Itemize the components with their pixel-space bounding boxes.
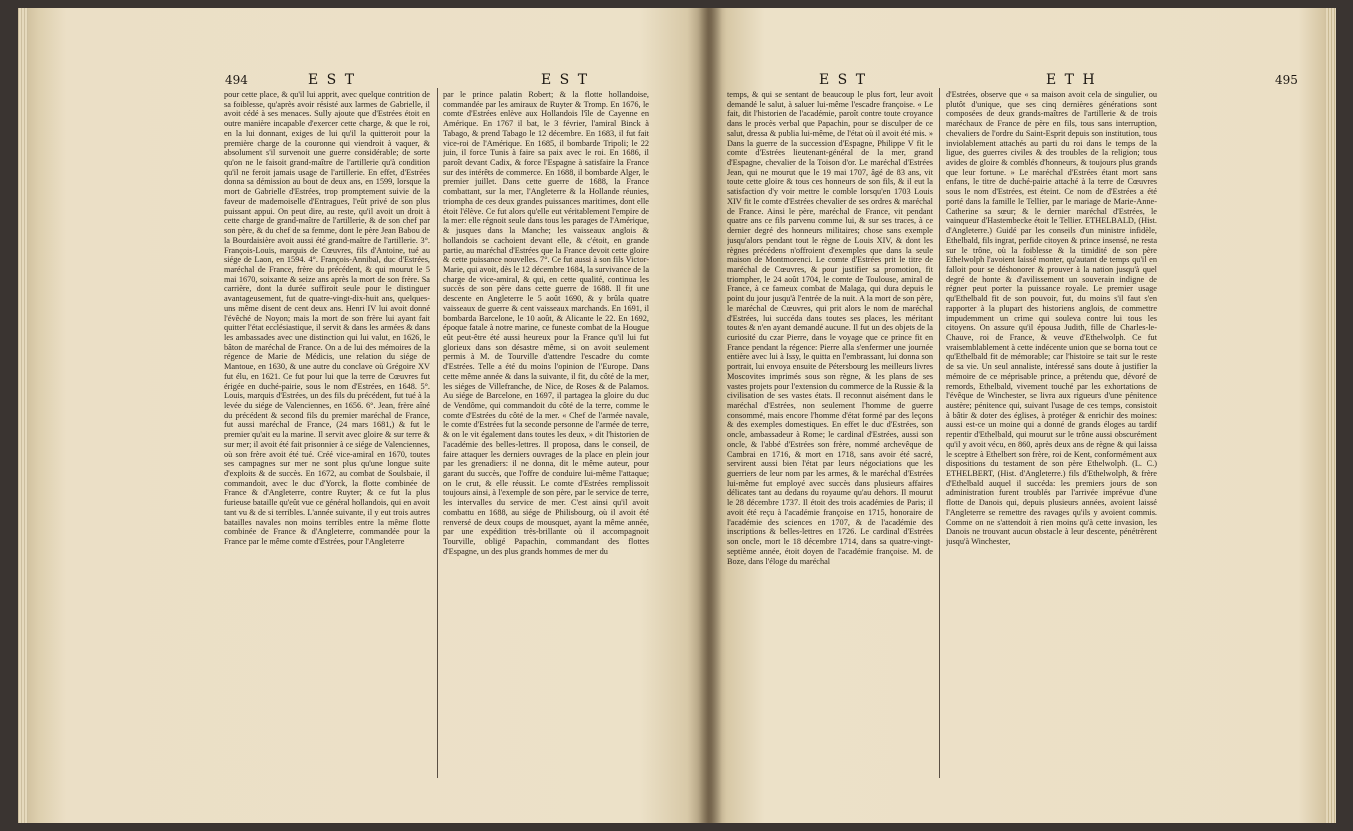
right-running-head-1: E S T [819,72,868,88]
right-page-number: 495 [1275,73,1298,87]
text-column-4: d'Estrées, observe que « sa maison avoit cela de singulier, ou plutôt d'unique, que ses cinq dernières générations sont composées de deux grands-maîtres de l'artillerie & de trois maréchaux de France de père en fils, tous sans interruption, chevaliers de l'ordre du Saint-Esprit depuis son institution, tous inviolablement attachés au parti du roi dans le temps de la ligue, des guerres civiles & des troubles de la religion; tous avides de gloire & comblés d'honneurs, & toujours plus grands que leur fortune. » Le maréchal d'Estrées étant mort sans enfans, le titre de duché-pairie attaché à la terre de Cœuvres sous le nom d'Estrées, est éteint. Ce nom de d'Estrées a été porté dans la famille le Tellier, par le mariage de Marie-Anne-Catherine sa sœur; & le dernier maréchal d'Estrées, le vainqueur d'Hastembecke étoit le Tellier. ETHELBALD, (Hist. d'Angleterre.) Guidé par les conseils d'un ministre infidèle, Ethelbald, fils ingrat, perfide citoyen & prince insensé, ne resta sur le trône, où la foiblesse & la timidité de son père Ethelwolph l'avoient laissé monter, qu'autant de temps qu'il en falloit pour se déshonorer & prouver à la nation jusqu'à quel degré de honte & d'avilissement un souverain indigne de régner peut porter la puissance royale. Le premier usage qu'Ethelbald fit de son pouvoir, fut, du moins s'il faut s'en rapporter à la plupart des historiens anglois, de commettre impudemment un crime qui souleva contre lui tous les citoyens. On assure qu'il épousa Judith, fille de Charles-le-Chauve, roi de France, & veuve d'Ethelwolph. Ce fut vraisemblablement à cette indécente union que se borna tout ce qu'Ethelbald fit de mémorable; car l'histoire se tait sur le reste de sa vie. Un seul annaliste, intéressé sans doute à justifier la mémoire de ce méprisable prince, a prétendu que, dévoré de remords, Ethelbald, vivement touché par les exhortations de l'évêque de Winchester, se livra aux rigueurs d'une pénitence austère; pénitence qui, suivant l'usage de ces temps, consistoit à bâtir & doter des églises, à protéger & enrichir des moines: aussi est-ce un moine qui a donné de grands éloges au tardif repentir d'Ethelbald, qui mourut sur le trône aussi obscurément qu'il y avoit vécu, en 860, après deux ans de règne & qui laissa le sceptre à Ethelbert son frère, roi de Kent, conformément aux dispositions du testament de son père Ethelwolph. (L. C.) ETHELBERT, (Hist. d'Angleterre.) fils d'Ethelwolph, & frère d'Ethelbald auquel il succéda: les premiers jours de son administration furent troublés par l'arrivée imprévue d'une flotte de Danois qui, depuis plusieurs années, avoient laissé l'Angleterre se remettre des ravages qu'ils y avoient commis. Comme on ne s'attendoit à rien moins qu'à cette invasion, les Danois ne trouvant aucun obstacle à leur descente, pénétrèrent jusqu'à Winchester, [946,90,1157,547]
column-rule-right [939,88,940,778]
column-rule-left [437,88,438,778]
right-running-head-2: E T H [1046,72,1097,88]
page-edges-left [18,8,28,823]
right-page [708,8,1336,823]
left-running-head-2: E S T [541,72,590,88]
open-book [18,8,1336,823]
text-column-2: par le prince palatin Robert; & la flotte hollandoise, commandée par les amiraux de Ruyter & Tromp. En 1676, le comte d'Estrées enlève aux Hollandois l'île de Cayenne en Amérique. En 1767 il bat, le 3 février, l'amiral Binck à Tabago, & prend Tabago le 12 décembre. En 1683, il fut fait vice-roi de l'Amérique. En 1685, il bombarde Tripoli; le 22 juin, il force Tunis à faire sa paix avec le roi. En 1686, il paroît devant Cadix, & force l'Espagne à satisfaire la France sur des intérêts de commerce. En 1688, il bombarde Alger, le premier juillet. Dans cette guerre de 1688, la France combattant, sur la mer, l'Angleterre & la Hollande réunies, triompha de ces deux grandes puissances maritimes, dont elle étoit l'élève. Ce fut alors qu'elle eut véritablement l'empire de la mer: elle régnoit seule dans tous les parages de l'Amérique, & jusques dans la Manche; les vaisseaux anglois & hollandois se cachoient devant elle, & c'étoit, en grande partie, au maréchal d'Estrées que la France devoit cette gloire & cette puissance nouvelles. 7°. Ce fut aussi à son fils Victor-Marie, qui avoit, dès le 12 décembre 1684, la survivance de la charge de vice-amiral, & qui, en cette qualité, continua les succès de son père dans cette guerre de 1688. Il fit une descente en Angleterre le 5 août 1690, & y brûla quatre vaisseaux de guerre & cent vaisseaux marchands. En 1691, il bombarda Barcelone, le 10 août, & Alicante le 22. En 1692, époque fatale à notre marine, ce funeste combat de la Hougue eût peut-être été aussi heureux pour la France qu'il lui fut glorieux dans son désastre même, si on avoit seulement permis à M. de Tourville d'attendre l'escadre du comte d'Estrées. Telle a été du moins l'opinion de l'Europe. Dans cette même année & dans la suivante, il fit, du côté de la mer, les siéges de Villefranche, de Nice, de Roses & de Palamos. Au siége de Barcelone, en 1697, il partagea la gloire du duc de Vendôme, qui commandoit du côté de la terre, comme le comte d'Estrées du côté de la mer. « Chef de l'armée navale, le comte d'Estrées fut la seconde personne de l'armée de terre, & on le vit également dans toutes les deux, » dit l'historien de l'académie des belles-lettres. Il proposa, dans le conseil, de faire attaquer les derniers ouvrages de la place en plein jour par les grenadiers: il ne donna, dit le même auteur, pour garant du succès, que l'offre de conduire lui-même l'attaque; on le crut, & elle réussit. Le comte d'Estrées remplissoit toujours ainsi, à l'exemple de son père, par le service de terre, les intervalles du service de mer. C'est ainsi qu'il avoit combattu en 1688, au siége de Philisbourg, où il avoit été renversé de deux coups de mousquet, ayant la même année, par une expédition très-brillante où il accompagnoit Tourville, obligé Papachin, commandant des flottes d'Espagne, un des plus grands hommes de mer du [443,90,649,556]
page-edges-right [1326,8,1336,823]
left-page [18,8,708,823]
left-running-head-1: E S T [308,72,357,88]
text-column-3: temps, & qui se sentant de beaucoup le plus fort, leur avoit demandé le salut, à saluer lui-même l'escadre françoise. « Le fait, dit l'historien de l'académie, paroît contre toute croyance dans le procès verbal que Papachin, pour se disculper de ce salut, dressa & publia lui-même, de l'état où il avoit été mis. » Dans la guerre de la succession d'Espagne, Philippe V fit le comte d'Estrées lieutenant-général de la mer, grand d'Espagne, chevalier de la Toison d'or. Le maréchal d'Estrées Jean, qui ne mourut que le 19 mai 1707, âgé de 83 ans, vit toute cette gloire & tous ces honneurs de son fils, & il eut la satisfaction d'y voir mettre le comble lorsqu'en 1703 Louis XIV fit le comte d'Estrées chevalier de ses ordres & maréchal de France. Ainsi le père, maréchal de France, vit pendant quatre ans ce fils parvenu comme lui, & sur ses traces, à ce dernier degré des honneurs militaires; chose sans exemple jusqu'alors pendant tout le règne de Louis XIV, & dont les règnes précédens n'offroient d'exemples que dans la seule maison de Montmorenci. Le comte d'Estrées prit le titre de maréchal de Cœuvres, & pour justifier sa promotion, fit triompher, le 24 août 1704, le comte de Toulouse, amiral de France, à ce fameux combat de Malaga, qui dura depuis le point du jour jusqu'à l'entrée de la nuit. A la mort de son père, le maréchal de Cœuvres, qui prit alors le nom de maréchal d'Estrées, lui succéda dans toutes ses places, les méritant toutes & n'en ayant demandé aucune. Il fut un des objets de la curiosité du czar Pierre, dans le voyage que ce prince fit en France pendant la régence: Pierre alla s'enfermer une journée entière avec lui à Issy, le quitta en l'embrassant, lui donna son portrait, lui envoya ensuite de Pétersbourg les meilleurs livres Moscovites imprimés sous son règne, & les plans de ses vastes projets pour l'extension du commerce de la Russie & la civilisation de ses vastes états. Il reconnut aisément dans le maréchal d'Estrées, non seulement l'homme de guerre consommé, mais encore l'homme d'état formé par des leçons & des exemples domestiques. En effet le duc d'Estrées, son oncle, ambassadeur à Rome; le cardinal d'Estrées, aussi son oncle, & l'abbé d'Estrées son frère, nommé archevêque de Cambrai en 1716, & mort en 1718, sans avoir été sacré, servirent aussi bien l'état par leurs négociations que les guerriers de leur nom par les armes, & le maréchal d'Estrées lui-même fut employé avec succès dans plusieurs affaires délicates tant au dedans du royaume qu'au dehors. Il mourut le 28 décembre 1737. Il étoit des trois académies de Paris; il avoit été reçu à l'académie françoise en 1715, honoraire de l'académie des sciences en 1707, & de l'académie des inscriptions & belles-lettres en 1726. Le cardinal d'Estrées son oncle, mort le 18 décembre 1714, dans sa quatre-vingt-septième année, étoit doyen de l'académie françoise. M. de Boze, dans l'éloge du maréchal [727,90,933,566]
text-column-1: pour cette place, & qu'il lui apprit, avec quelque contrition de sa foiblesse, qu'après avoir résisté aux larmes de Gabrielle, il avoit cédé à ses menaces. Sully ajoute que d'Estrées étoit en outre manière incapable d'exercer cette charge, & que le roi, en la lui donnant, exiges de lui qu'il la quitteroit pour la première charge de la couronne qui viendroit à vaquer, & absolument s'il survenoit une guerre considérable; de sorte qu'on ne le faisoit grand-maître de l'artillerie qu'à condition qu'il ne feroit jamais usage de l'artillerie. En effet, d'Estrées donna sa démission au bout de deux ans, en 1599, lorsque la mort de Gabrielle d'Estrées, trop promptement suivie de la faveur de mademoiselle d'Entragues, l'eût privé de son plus puissant appui. On peut dire, au reste, qu'il avoit un droit à cette charge de grand-maître de l'artillerie, & de son chef par son père, & du chef de sa femme, dont le père Jean Babou de la Bourdaisière avoit aussi été grand-maître de l'artillerie. 3°. François-Louis, marquis de Cœuvres, fils d'Antoine, tué au siége de Laon, en 1594. 4°. François-Annibal, duc d'Estrées, maréchal de France, frère du précédent, & qui mourut le 5 mai 1670, soixante & seize ans après la mort de son frère. Sa carrière, dont la durée suffiroit seule pour le distinguer avantageusement, fut de quatre-vingt-dix-huit ans, quelques-uns même disent de cent deux ans. Henri IV lui avoit donné l'évêché de Noyon; mais la mort de son frère lui ayant fait quitter l'état ecclésiastique, il servit & dans les armées & dans les ambassades avec une distinction qui lui valut, en 1626, le bâton de maréchal de France. On a de lui des mémoires de la régence de Marie de Médicis, une relation du siége de Mantoue, en 1630, & une autre du conclave où Grégoire XV fut élu, en 1621. Ce fut pour lui que la terre de Cœuvres fut érigée en duché-pairie, sous le nom d'Estrées, en 1648. 5°. Louis, marquis d'Estrées, un des fils du précédent, fut tué à la levée du siége de Valenciennes, en 1656. 6°. Jean, frère aîné du précédent & second fils du premier maréchal de France, fut aussi maréchal de France, (24 mars 1681,) & fut le premier qu'ait eu la marine. Il servit avec gloire & sur terre & sur mer; il avoit été fait prisonnier à ce siége de Valenciennes, où son frère avoit été tué. Créé vice-amiral en 1670, toutes ses campagnes sur mer ne sont plus qu'une longue suite d'exploits & de succès. En 1672, au combat de Soulsbaie, il commandoit, avec le duc d'Yorck, la flotte combinée de France & d'Angleterre, contre Ruyter; & ce fut la plus furieuse bataille qu'eût vue ce général hollandois, qui en avoit tant vu & de si terribles. L'année suivante, il y eut trois autres batailles navales non moins terribles entre la même flotte combinée de France & d'Angleterre, commandée pour la France par le même comte d'Estrées, pour l'Angleterre [224,90,430,547]
left-page-number: 494 [225,73,248,87]
book-gutter [698,8,722,823]
